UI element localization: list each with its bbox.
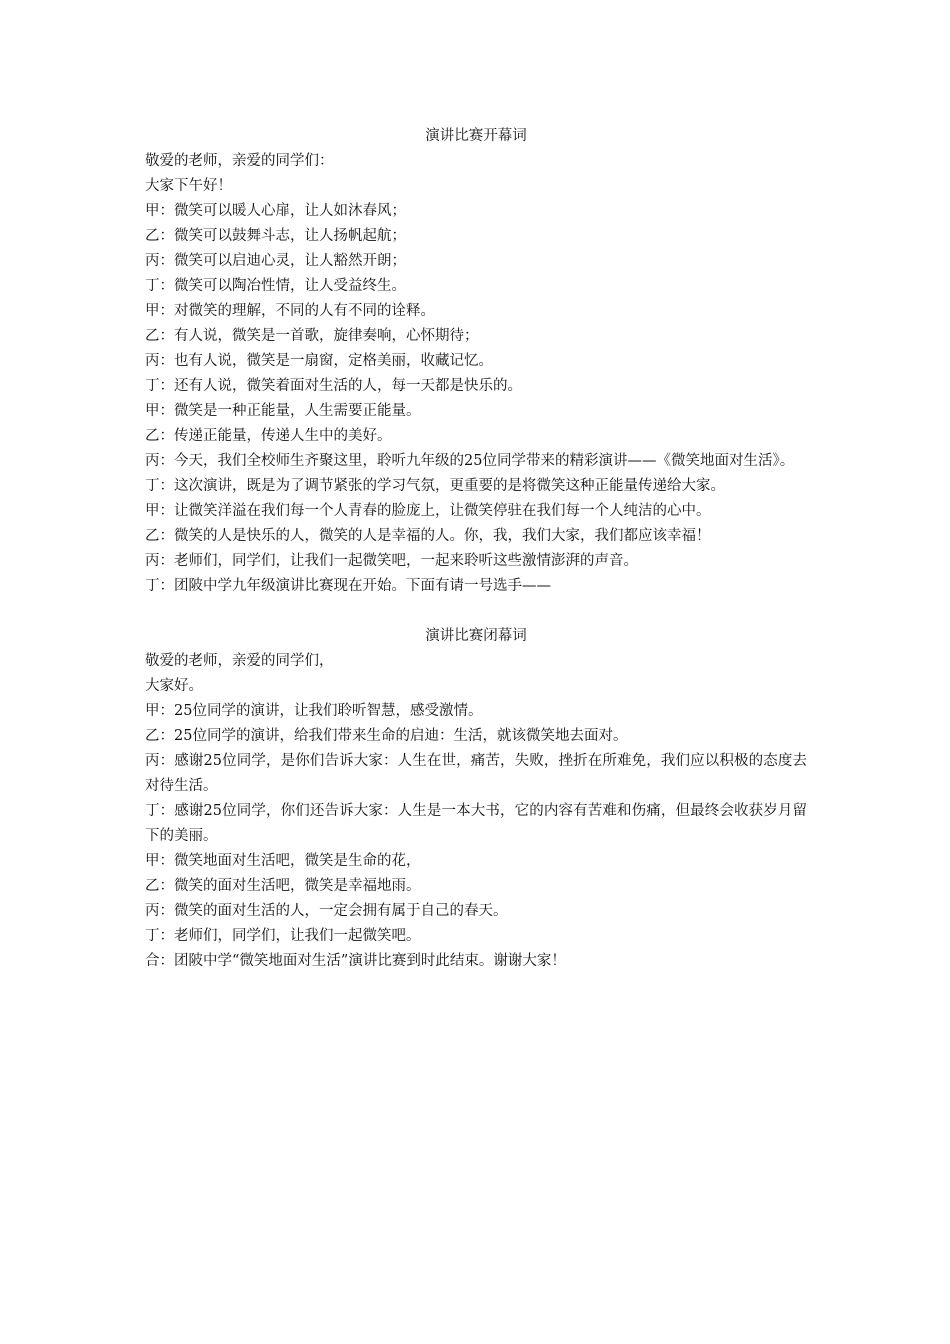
opening-line: 甲：对微笑的理解，不同的人有不同的诠释。 [145,303,435,319]
opening-line: 丙：微笑可以启迪心灵，让人豁然开朗； [145,253,406,269]
closing-line: 敬爱的老师，亲爱的同学们， [145,653,334,669]
closing-paragraph: 丙：感谢25位同学，是你们告诉大家：人生在世，痛苦，失败，挫折在所难免，我们应以积极的态度去对待生活。 [145,753,807,794]
opening-line: 丁：这次演讲，既是为了调节紧张的学习气氛，更重要的是将微笑这种正能量传递给大家。 [145,478,725,494]
closing-line: 丁：老师们，同学们，让我们一起微笑吧。 [145,928,421,944]
opening-line: 乙：微笑可以鼓舞斗志，让人扬帆起航； [145,228,406,244]
closing-line: 合：团陂中学“微笑地面对生活”演讲比赛到时此结束。谢谢大家！ [145,953,566,969]
closing-line: 乙：25位同学的演讲，给我们带来生命的启迪：生活，就该微笑地去面对。 [145,728,628,744]
opening-line: 丙：也有人说，微笑是一扇窗，定格美丽，收藏记忆。 [145,353,493,369]
closing-paragraph: 丁：感谢25位同学，你们还告诉大家：人生是一本大书，它的内容有苦难和伤痛，但最终会收获岁月留下的美丽。 [145,803,807,844]
closing-line: 大家好。 [145,678,203,694]
opening-line: 丙：老师们，同学们，让我们一起微笑吧，一起来聆听这些激情澎湃的声音。 [145,553,638,569]
opening-line: 敬爱的老师，亲爱的同学们： [145,153,334,169]
section-gap [145,599,807,624]
closing-line: 乙：微笑的面对生活吧，微笑是幸福地雨。 [145,878,421,894]
opening-paragraph: 丙：今天，我们全校师生齐聚这里，聆听九年级的25位同学带来的精彩演讲——《微笑地面对生活》。 [145,453,795,469]
opening-line: 甲：微笑可以暖人心扉，让人如沐春风； [145,203,406,219]
opening-line: 大家下午好！ [145,178,232,194]
closing-line: 甲：25位同学的演讲，让我们聆听智慧，感受激情。 [145,703,483,719]
opening-line: 乙：传递正能量，传递人生中的美好。 [145,428,392,444]
closing-line: 甲：微笑地面对生活吧，微笑是生命的花， [145,853,421,869]
opening-line: 乙：有人说，微笑是一首歌，旋律奏响，心怀期待； [145,328,479,344]
opening-line: 乙：微笑的人是快乐的人，微笑的人是幸福的人。你，我，我们大家，我们都应该幸福！ [145,528,711,544]
opening-title: 演讲比赛开幕词 [425,128,527,144]
opening-line: 甲：微笑是一种正能量，人生需要正能量。 [145,403,421,419]
opening-line: 丁：团陂中学九年级演讲比赛现在开始。下面有请一号选手—— [145,578,551,594]
opening-line: 丁：微笑可以陶冶性情，让人受益终生。 [145,278,406,294]
opening-line: 甲：让微笑洋溢在我们每一个人青春的脸庞上，让微笑停驻在我们每一个人纯洁的心中。 [145,503,711,519]
document-page [145,124,807,974]
closing-line: 丙：微笑的面对生活的人，一定会拥有属于自己的春天。 [145,903,508,919]
closing-title: 演讲比赛闭幕词 [425,628,527,644]
opening-line: 丁：还有人说，微笑着面对生活的人，每一天都是快乐的。 [145,378,522,394]
